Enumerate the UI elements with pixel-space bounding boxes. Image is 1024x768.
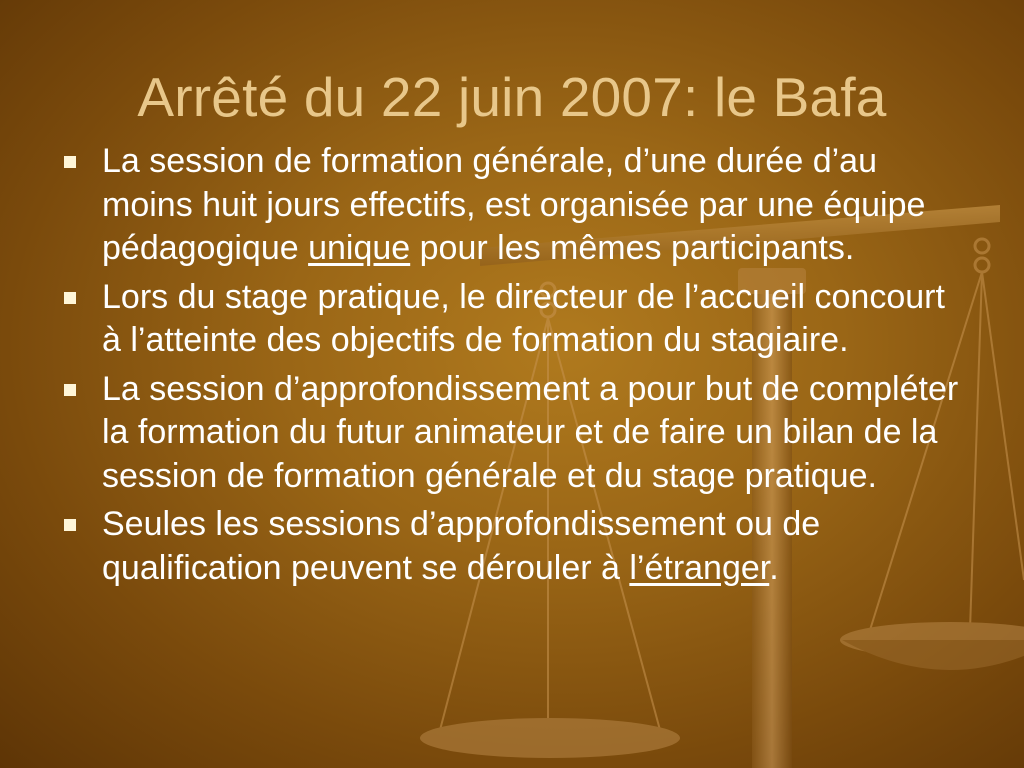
slide-title: Arrêté du 22 juin 2007: le Bafa [137,66,887,128]
bullet-text-3: La session d’approfondissement a pour but de compléter la formation du futur animateur et de faire un bilan de la session de formation générale et du stage pratique. [102,369,959,495]
bullet-text-4-start: Seules les sessions d’approfondissement ou de qualification peuvent se dérouler à [102,505,821,587]
bullet-item-1 [62,140,972,271]
bullet-item-3 [62,368,972,499]
bullet-text-1-start: La session de formation générale, d’une durée d’au moins huit jours effectifs, est organisée par une équipe pédagogique [102,142,926,267]
square-bullet-icon [64,519,76,531]
bullet-item-2 [62,276,972,363]
square-bullet-icon [64,292,76,304]
underlined-word-etranger: l’étranger [629,548,770,587]
underlined-word-unique: unique [308,229,411,267]
bullet-text-2: Lors du stage pratique, le directeur de l’accueil concourt à l’atteinte des objectifs de formation du stagiaire. [102,277,945,359]
bullet-text-1-end: pour les mêmes participants. [410,229,855,267]
bullet-item-4 [62,503,972,590]
square-bullet-icon [64,156,76,168]
bullet-list [62,140,972,595]
bullet-text-4-end: . [769,548,779,587]
square-bullet-icon [64,384,76,396]
